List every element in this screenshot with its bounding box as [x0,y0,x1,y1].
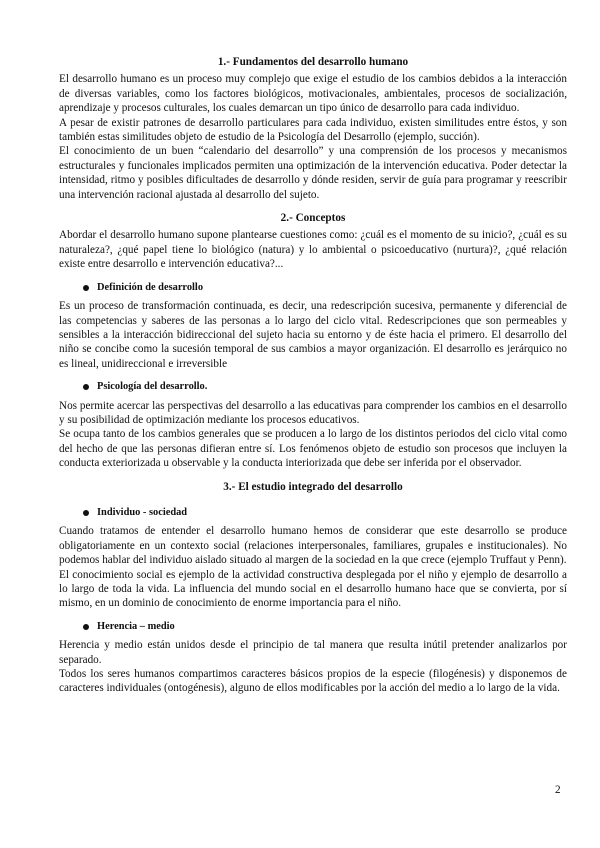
section-2-title: 2.- Conceptos [280,212,346,225]
section-1-paragraph: El desarrollo humano es un proceso muy complejo que exige el estudio de los cambios debidos a la interacción de diversas variables, como los factores biológicos, motivacionales, ambientales, procesos de socialización, aprendizaje y procesos culturales, los cuales demarcan un tipo único de desarrollo para cada individuo. [59,73,567,115]
section-1-paragraph: El conocimiento de un buen “calendario del desarrollo” y una comprensión de los procesos y mecanismos estructurales y funcionales implicados permiten una optimización de la intervención educativa. Poder detectar la intensidad, ritmo y posibles dificultades de desarrollo y dónde residen, servir de guía para programar y reescribir una intervención racional ajustada al desarrollo del sujeto. [59,145,567,201]
subsection-title: Psicología del desarrollo. [97,381,208,393]
bullet-icon [83,384,89,390]
bullet-icon [83,624,89,630]
spacer [59,497,567,506]
page-content [59,55,567,696]
subsection-heading [59,281,567,295]
subsection-paragraph: Es un proceso de transformación continuada, es decir, una redescripción sucesiva, permanente y diferencial de las competencias y saberes de las personas a lo largo del ciclo vital. Redescripciones que son permeables y sensibles a la interacción bidireccional del sujeto hacia su entorno y de éste hacia el primero. El desarrollo del niño se concibe como la sucesión temporal de sus cambios a mayor organización. El desarrollo es jerárquico no es lineal, unidireccional e irreversible [59,300,567,370]
subsection-heading [59,506,567,520]
page-number: 2 [555,784,561,796]
subsection-paragraph: Herencia y medio están unidos desde el principio de tal manera que resulta inútil pretender analizarlos por separado. [59,639,567,666]
spacer [59,471,567,480]
subsection-paragraph: Todos los seres humanos compartimos caracteres básicos propios de la especie (filogénesis) y disponemos de caracteres individuales (ontogénesis), alguno de ellos modificables por la acción del medio a lo largo de la vida. [59,668,567,695]
spacer [59,272,567,281]
subsection-title: Definición de desarrollo [97,281,204,293]
section-1-title: 1.- Fundamentos del desarrollo humano [217,56,409,68]
subsection-title: Individuo - sociedad [97,506,188,518]
section-2-intro: Abordar el desarrollo humano supone plantearse cuestiones como: ¿cuál es el momento de su inicio?, ¿cuál es su naturaleza?, ¿qué papel tiene lo biológico (natura) y lo ambiental o psicoeducativo (nurtura)?, ¿qué relación existe entre desarrollo e intervención educativa?... [59,229,567,271]
spacer [59,202,567,211]
bullet-icon [83,285,89,291]
subsection-paragraph: Nos permite acercar las perspectivas del desarrollo a las educativas para comprender los cambios en el desarrollo y su posibilidad de optimización mediante los procesos educativos. [59,399,567,426]
spacer [59,611,567,620]
subsection-paragraph: Se ocupa tanto de los cambios generales que se producen a lo largo de los distintos periodos del ciclo vital como del hecho de que las personas difieran entre sí. Los fenómenos objeto de estudio son procesos que incluyen la conducta exteriorizada u observable y la conducta interiorizada que debe ser inferida por el observador. [59,428,567,470]
subsection-title: Herencia – medio [97,620,175,632]
spacer [59,371,567,380]
subsection-paragraph: Cuando tratamos de entender el desarrollo humano hemos de considerar que este desarrollo se produce obligatoriamente en un contexto social (relaciones interpersonales, familiares, grupales e institucionales). No podemos hablar del individuo aislado situado al margen de la sociedad en la que crece (ejemplo Truffaut y Penn). [59,525,567,567]
subsection-heading [59,380,567,394]
bullet-icon [83,510,89,516]
section-3-title: 3.- El estudio integrado del desarrollo [223,480,403,493]
subsection-paragraph: El conocimiento social es ejemplo de la actividad constructiva desplegada por el niño y ejemplo de desarrollo a lo largo de toda la vida. La influencia del mundo social en el desarrollo humano hace que se convierta, por sí mismo, en un dominio de conocimiento de enorme importancia para el niño. [59,568,567,610]
section-1-paragraph: A pesar de existir patrones de desarrollo particulares para cada individuo, existen similitudes entre éstos, y son también estas similitudes objeto de estudio de la Psicología del Desarrollo (ejemplo, succión). [59,116,567,144]
subsection-heading [59,620,567,634]
